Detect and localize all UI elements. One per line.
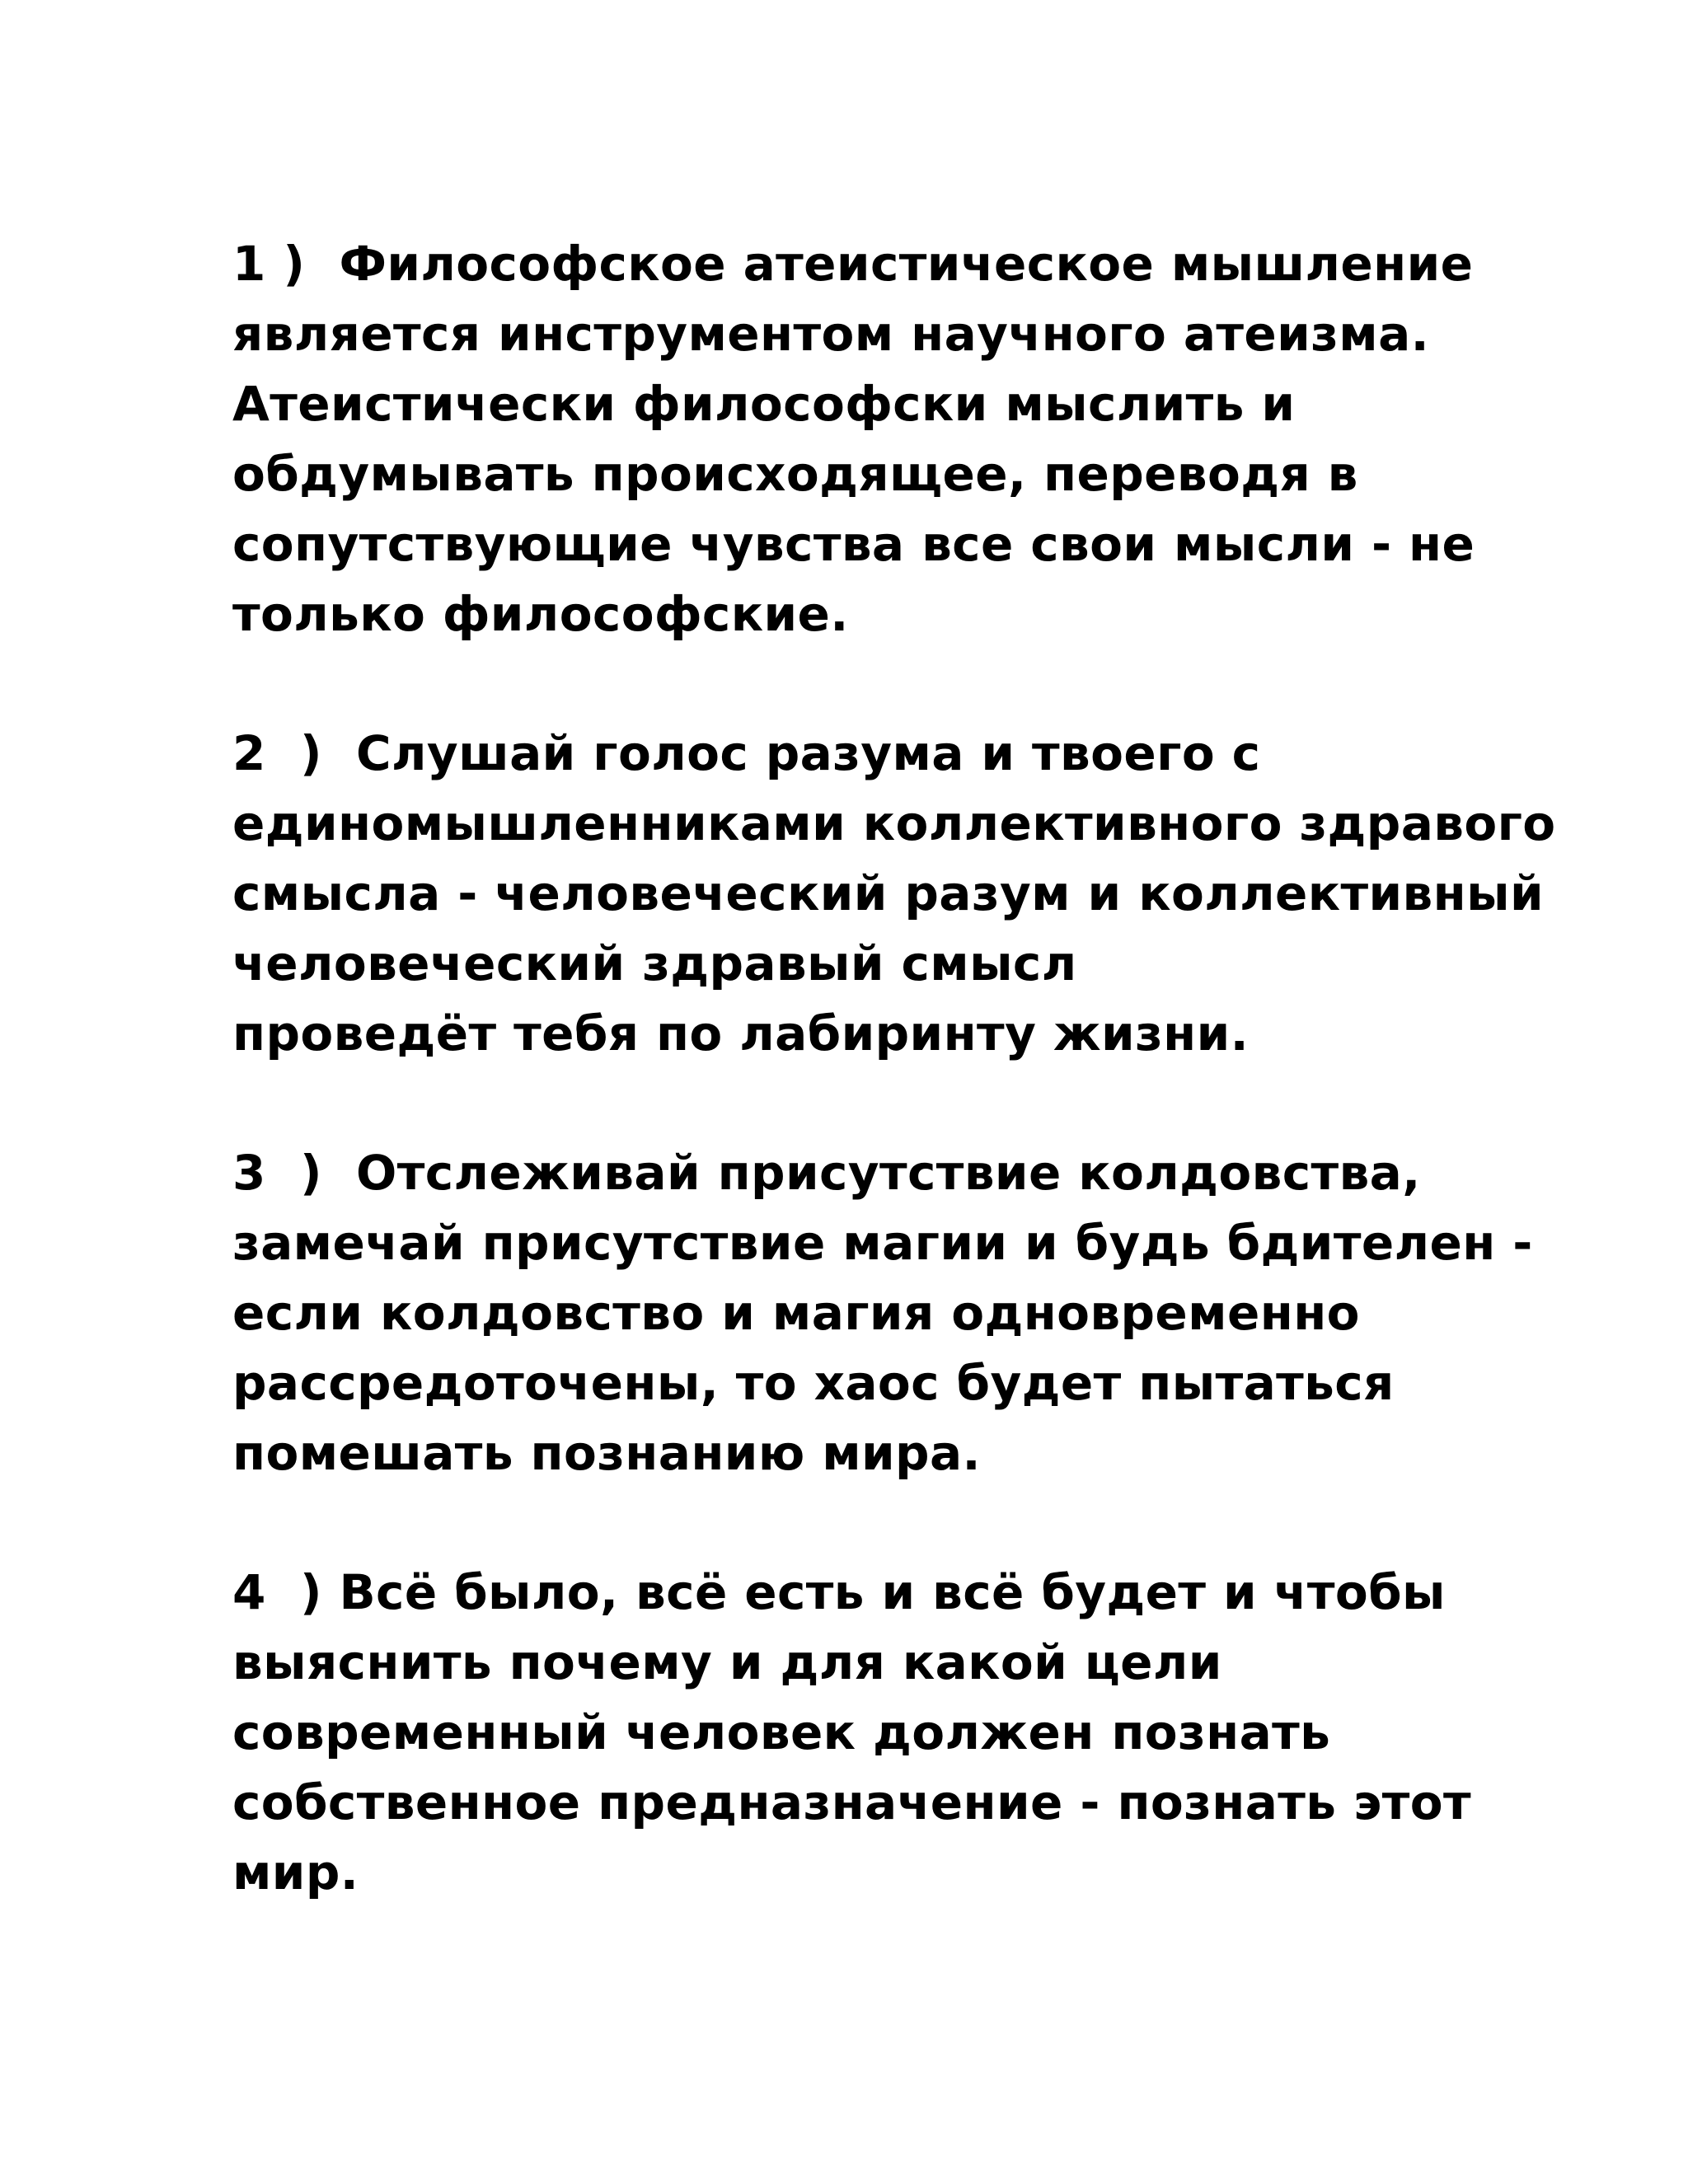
text-line: если колдовство и магия одновременно [232,1285,1360,1341]
text-line: единомышленниками коллективного здравого [232,795,1556,851]
text-line: обдумывать происходящее, переводя в [232,446,1358,502]
paragraph-4 [232,1558,1650,1908]
text-line: 4 ) Всё было, всё есть и всё будет и чтобы [232,1564,1446,1620]
text-line: 3 ) Отслеживай присутствие колдовства, [232,1145,1421,1201]
text-line: сопутствующие чувства все свои мысли - не [232,516,1475,572]
text-line: 2 ) Слушай голос разума и твоего с [232,725,1261,781]
text-line: проведёт тебя по лабиринту жизни. [232,1005,1250,1062]
text-line: помешать познанию мира. [232,1425,981,1481]
document-body [232,229,1650,1977]
paragraph-1 [232,229,1650,649]
text-line: смысла - человеческий разум и коллективный [232,865,1544,921]
text-line: является инструментом научного атеизма. [232,306,1430,362]
paragraph-2 [232,719,1650,1069]
text-line: Атеистически философски мыслить и [232,376,1296,432]
text-line: современный человек должен познать [232,1704,1331,1760]
text-line: 1 ) Философское атеистическое мышление [232,236,1474,292]
text-line: только философские. [232,586,849,642]
text-line: мир. [232,1844,359,1900]
text-line: выяснить почему и для какой цели [232,1634,1222,1690]
text-line: рассредоточены, то хаос будет пытаться [232,1355,1395,1411]
text-line: собственное предназначение - познать этот [232,1774,1472,1830]
text-line: человеческий здравый смысл [232,935,1077,991]
paragraph-3 [232,1138,1650,1488]
text-line: замечай присутствие магии и будь бдителен - [232,1215,1533,1271]
